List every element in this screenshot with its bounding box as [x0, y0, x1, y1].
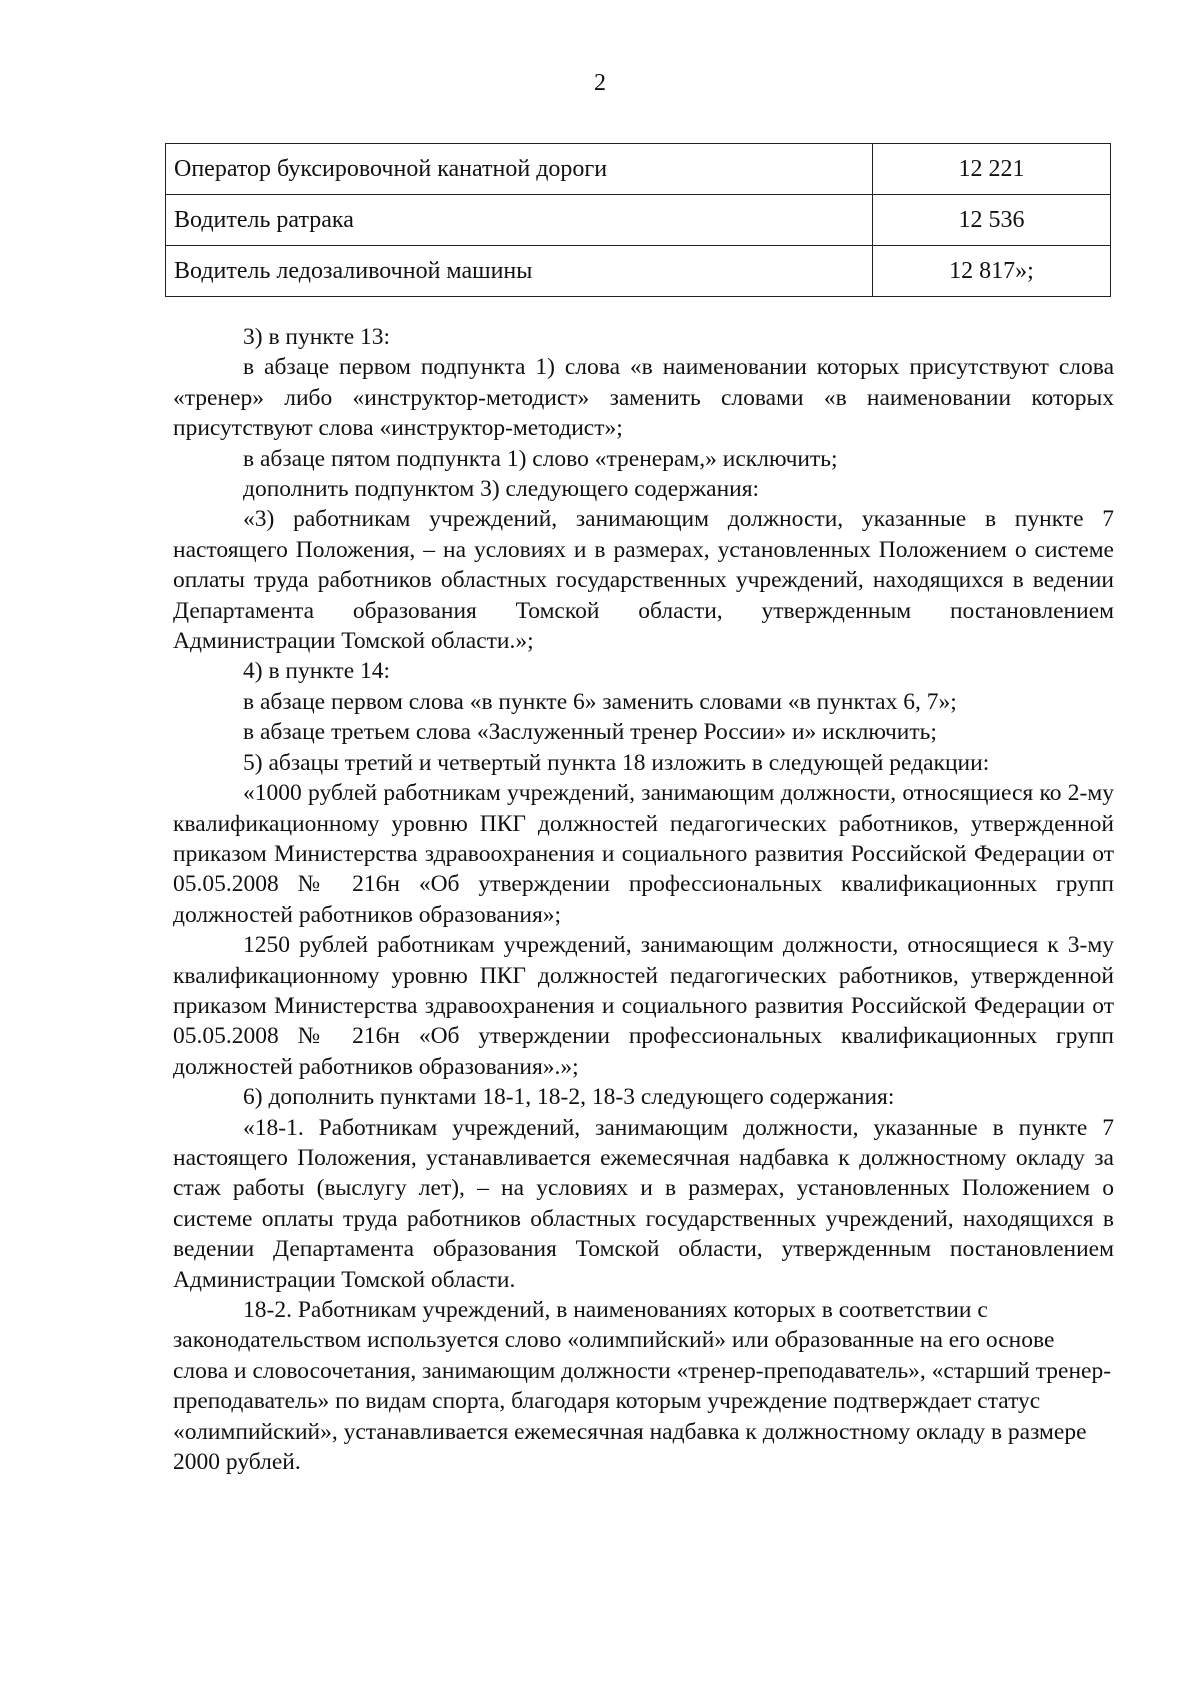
table-row: [166, 246, 1111, 297]
value-cell: 12 221: [873, 144, 1111, 195]
paragraph: «1000 рублей работникам учреждений, занимающим должности, относящиеся ко 2-му квалификационному уровню ПКГ должностей педагогических работников, утвержденной приказом Министерства здравоохранения и социального развития Российской Федерации от 05.05.2008 № 216н «Об утверждении профессиональных квалификационных групп должностей работников образования»;: [173, 780, 1114, 928]
table-row: [166, 144, 1111, 195]
document-body: [173, 322, 1114, 1477]
paragraph: в абзаце пятом подпункта 1) слово «тренерам,» исключить;: [243, 445, 838, 472]
paragraph: дополнить подпунктом 3) следующего содержания:: [243, 476, 760, 503]
rates-table: [165, 143, 1111, 297]
paragraph: 3) в пункте 13:: [243, 324, 391, 350]
paragraph: в абзаце первом слова «в пункте 6» заменить словами «в пунктах 6, 7»;: [243, 688, 957, 715]
paragraph: 5) абзацы третий и четвертый пункта 18 изложить в следующей редакции:: [243, 749, 990, 776]
table-row: [166, 195, 1111, 246]
value-cell: 12 536: [873, 195, 1111, 246]
page-number: 2: [594, 70, 606, 96]
paragraph: в абзаце третьем слова «Заслуженный тренер России» и» исключить;: [243, 719, 937, 746]
paragraph: 4) в пункте 14:: [243, 658, 391, 685]
position-cell: Водитель ледозаливочной машины: [166, 246, 873, 297]
position-cell: Водитель ратрака: [166, 195, 873, 246]
paragraph: в абзаце первом подпункта 1) слова «в наименовании которых присутствуют слова «тренер» либо «инструктор-методист» заменить словами «в наименовании которых присутствуют слова «инструктор-методист»;: [173, 354, 1114, 442]
position-cell: Оператор буксировочной канатной дороги: [166, 144, 873, 195]
paragraph: 1250 рублей работникам учреждений, занимающим должности, относящиеся к 3-му квалификационному уровню ПКГ должностей педагогических работников, утвержденной приказом Министерства здравоохранения и социального развития Российской Федерации от 05.05.2008 № 216н «Об утверждении профессиональных квалификационных групп должностей работников образования».»;: [173, 932, 1114, 1080]
paragraph: 6) дополнить пунктами 18-1, 18-2, 18-3 следующего содержания:: [243, 1084, 895, 1111]
paragraph: 18-2. Работникам учреждений, в наименованиях которых в соответствии с законодательством используется слово «олимпийский» или образованные на его основе слова и словосочетания, занимающим должности «тренер-преподаватель», «старший тренер-преподаватель» по видам спорта, благодаря которым учреждение подтверждает статус «олимпийский», устанавливается ежемесячная надбавка к должностному окладу в размере 2000 рублей.: [173, 1297, 1112, 1476]
paragraph: «18-1. Работникам учреждений, занимающим должности, указанные в пункте 7 настоящего Положения, устанавливается ежемесячная надбавка к должностному окладу за стаж работы (выслугу лет), – на условиях и в размерах, установленных Положением о системе оплаты труда работников областных государственных учреждений, находящихся в ведении Департамента образования Томской области, утвержденным постановлением Администрации Томской области.: [173, 1114, 1114, 1293]
paragraph: «3) работникам учреждений, занимающим должности, указанные в пункте 7 настоящего Положения, – на условиях и в размерах, установленных Положением о системе оплаты труда работников областных государственных учреждений, находящихся в ведении Департамента образования Томской области, утвержденным постановлением Администрации Томской области.»;: [173, 506, 1114, 655]
value-cell: 12 817»;: [873, 246, 1111, 297]
